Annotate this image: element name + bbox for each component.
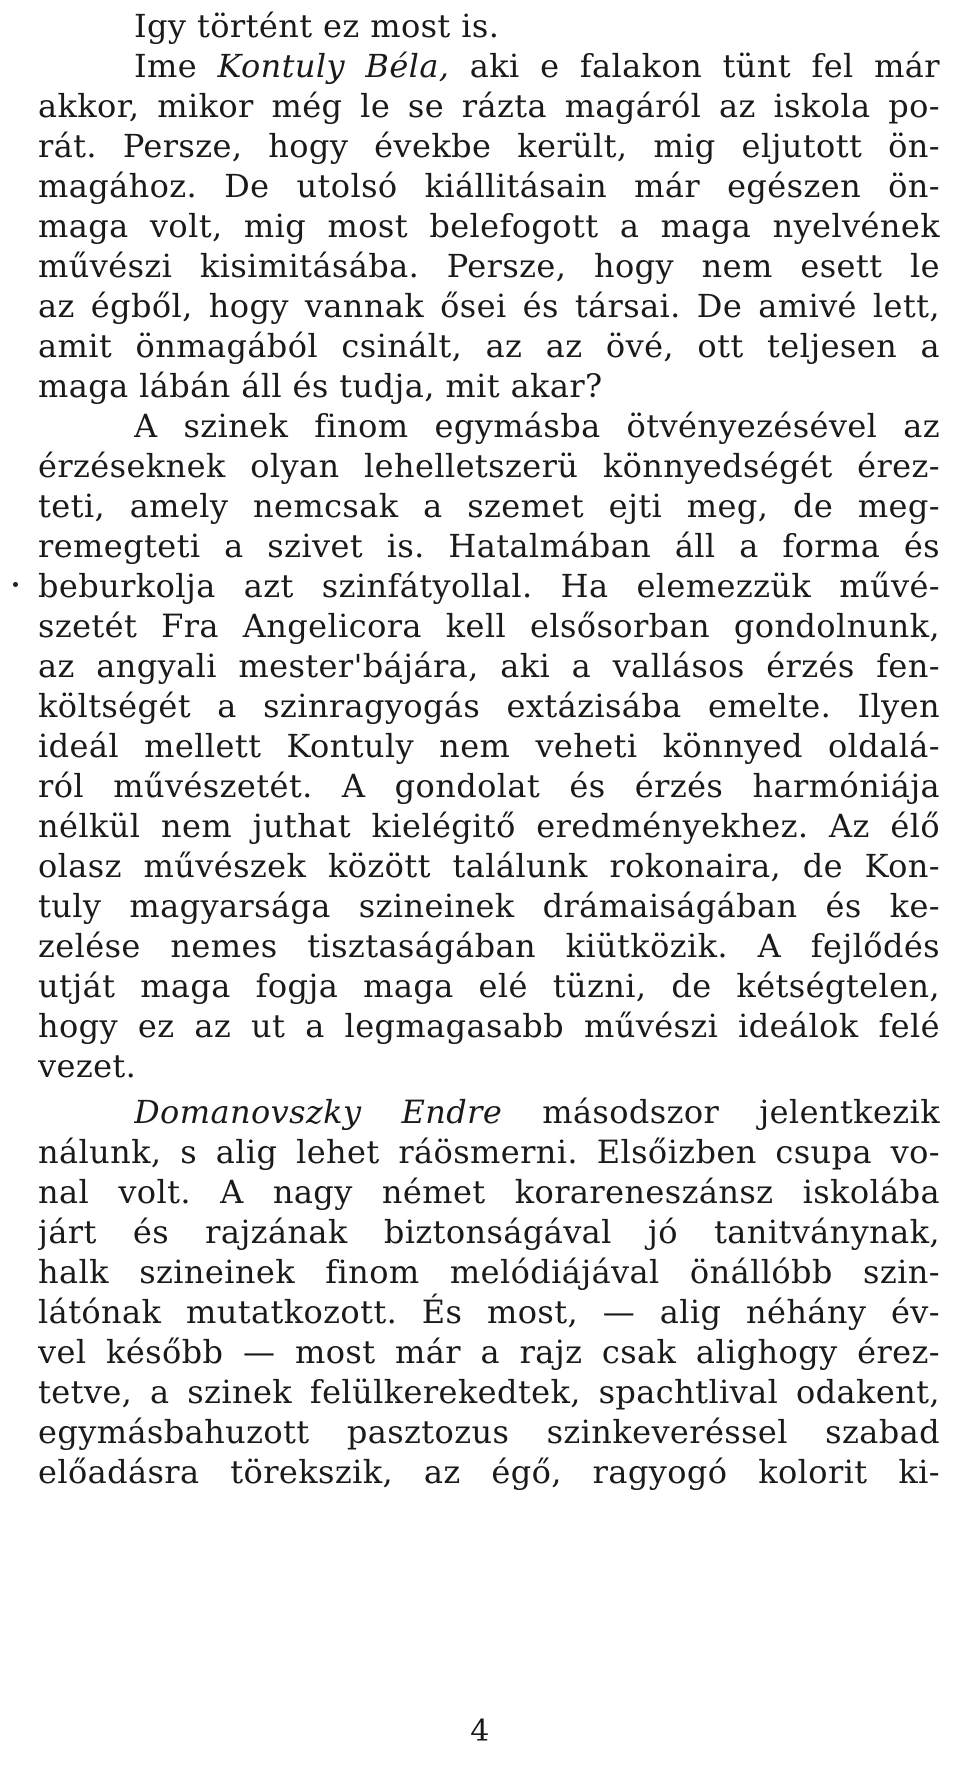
text-line: nélkül nem juthat kielégitő eredményekhez. Az élő xyxy=(38,807,940,845)
text-line: maga volt, mig most belefogott a maga nyelvének xyxy=(38,207,940,245)
text-line: nálunk, s alig lehet ráösmerni. Elsőizben csupa vo- xyxy=(38,1133,940,1171)
text-line: magához. De utolsó kiállitásain már egészen ön- xyxy=(38,167,940,205)
page-number: 4 xyxy=(470,1714,490,1749)
text-line: halk szineinek finom melódiájával önállóbb szin- xyxy=(38,1253,940,1291)
text-line: utját maga fogja maga elé tüzni, de kétségtelen, xyxy=(38,967,940,1005)
text-line: az angyali mester'bájára, aki a vallásos érzés fen- xyxy=(38,647,940,685)
text-line: vezet. xyxy=(38,1047,137,1085)
text-line: hogy ez az ut a legmagasabb művészi ideálok felé xyxy=(38,1007,940,1045)
text-segment: aki e falakon tünt fel már xyxy=(449,47,940,85)
text-line: akkor, mikor még le se rázta magáról az iskola po- xyxy=(38,87,940,125)
text-line: remegteti a szivet is. Hatalmában áll a forma és xyxy=(38,527,940,565)
text-line: egymásbahuzott pasztozus szinkeveréssel szabad xyxy=(38,1413,940,1451)
text-line: tuly magyarsága szineinek drámaiságában és ke- xyxy=(38,887,940,925)
text-line: látónak mutatkozott. És most, — alig néhány év- xyxy=(38,1293,940,1331)
text-line: érzéseknek olyan lehelletszerü könnyedségét érez- xyxy=(38,447,940,485)
text-line: Igy történt ez most is. xyxy=(134,7,500,45)
text-line: olasz művészek között találunk rokonaira, de Kon- xyxy=(38,847,940,885)
scan-speck xyxy=(13,582,18,587)
text-line: az égből, hogy vannak ősei és társai. De amivé lett, xyxy=(38,287,940,325)
text-line: előadásra törekszik, az égő, ragyogó kolorit ki- xyxy=(38,1453,940,1491)
text-line: maga lábán áll és tudja, mit akar? xyxy=(38,367,603,405)
text-line: szetét Fra Angelicora kell elsősorban gondolnunk, xyxy=(38,607,940,645)
text-line: beburkolja azt szinfátyollal. Ha elemezzük művé- xyxy=(38,567,940,605)
text-line: amit önmagából csinált, az az övé, ott teljesen a xyxy=(38,327,940,365)
text-line: teti, amely nemcsak a szemet ejti meg, de meg- xyxy=(38,487,940,525)
text-line: A szinek finom egymásba ötvényezésével az xyxy=(134,407,940,445)
artist-name-domanovszky: Domanovszky Endre xyxy=(134,1093,503,1131)
text-line: ideál mellett Kontuly nem veheti könnyed oldalá- xyxy=(38,727,940,765)
text-line: költségét a szinragyogás extázisába emelte. Ilyen xyxy=(38,687,940,725)
text-line: nal volt. A nagy német korareneszánsz iskolába xyxy=(38,1173,940,1211)
text-line: rát. Persze, hogy évekbe került, mig eljutott ön- xyxy=(38,127,940,165)
text-segment: másodszor jelentkezik xyxy=(502,1093,940,1131)
text-line: ról művészetét. A gondolat és érzés harmóniája xyxy=(38,767,940,805)
text-segment: Ime xyxy=(134,47,218,85)
text-line: járt és rajzának biztonságával jó tanitványnak, xyxy=(38,1213,940,1251)
text-line: művészi kisimitásába. Persze, hogy nem esett le xyxy=(38,247,940,285)
text-line: tetve, a szinek felülkerekedtek, spachtlival odakent, xyxy=(38,1373,940,1411)
text-line: zelése nemes tisztaságában kiütközik. A fejlődés xyxy=(38,927,940,965)
text-line: vel később — most már a rajz csak alighogy érez- xyxy=(38,1333,940,1371)
artist-name-kontuly: Kontuly Béla, xyxy=(217,47,450,85)
